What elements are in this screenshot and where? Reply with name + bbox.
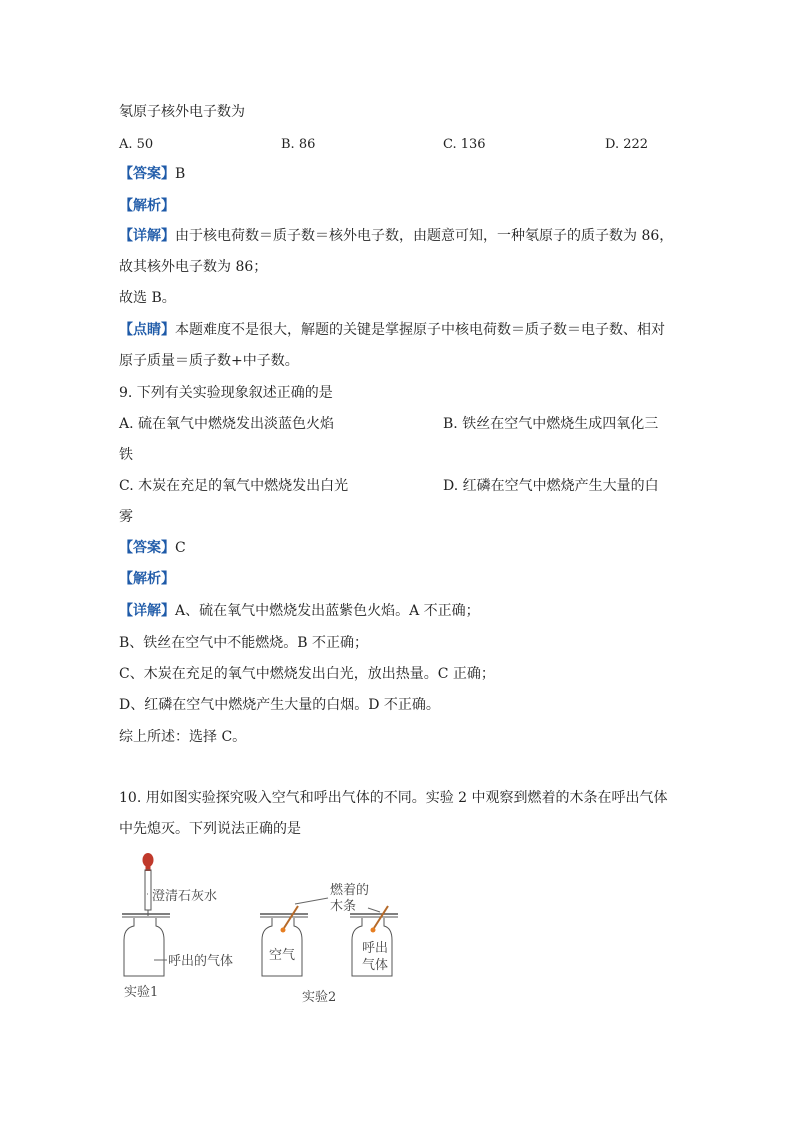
q9-option-d: D. 红磷在空气中燃烧产生大量的白 [443, 478, 659, 494]
q9-option-b-cont: 铁 [119, 447, 133, 463]
q8-answer-row [119, 164, 185, 184]
q10-stem-line1: 10. 用如图实验探究吸入空气和呼出气体的不同。实验 2 中观察到燃着的木条在呼出气体 [119, 790, 668, 806]
q8-analysis-tag [119, 196, 175, 216]
q8-option-d: D. 222 [605, 137, 649, 152]
q9-answer-row [119, 538, 186, 558]
label-burning-1: 燃着的 [330, 883, 370, 898]
detail-text: A、硫在氧气中燃烧发出蓝紫色火焰。A 不正确； [175, 603, 480, 619]
q9-stem: 9. 下列有关实验现象叙述正确的是 [119, 385, 333, 401]
bottle-1 [122, 914, 170, 976]
q8-detail-line1 [119, 226, 673, 246]
label-limewater: 澄清石灰水 [152, 889, 218, 904]
q9-detail-b: B、铁丝在空气中不能燃烧。B 不正确； [119, 635, 369, 651]
q10-figure [112, 848, 452, 1013]
q10-stem-line2: 中先熄灭。下列说法正确的是 [119, 821, 301, 837]
q8-tip-line2: 原子质量＝质子数+中子数。 [119, 353, 299, 369]
bottle-2-air [260, 906, 308, 976]
q9-detail-a [119, 601, 480, 621]
label-exp2: 实验2 [302, 990, 337, 1005]
label-exhaled-1: 呼出 [362, 941, 389, 956]
q9-conclusion: 综上所述：选择 C。 [119, 729, 247, 745]
tip-tag: 【点睛】 [119, 322, 175, 338]
label-exp1: 实验1 [124, 985, 159, 1000]
q8-option-c: C. 136 [443, 137, 486, 152]
answer-tag: 【答案】 [119, 540, 175, 556]
label-exhaled-gas: 呼出的气体 [168, 954, 234, 969]
label-burning-2: 木条 [330, 899, 357, 914]
q9-analysis-tag [119, 569, 175, 589]
answer-value: B [175, 166, 186, 182]
q9-option-a: A. 硫在氧气中燃烧发出淡蓝色火焰 [119, 416, 335, 432]
detail-tag: 【详解】 [119, 603, 175, 619]
label-air: 空气 [269, 948, 296, 963]
answer-tag: 【答案】 [119, 166, 175, 182]
q9-detail-d: D、红磷在空气中燃烧产生大量的白烟。D 不正确。 [119, 697, 440, 713]
leader-line-right [368, 908, 380, 912]
answer-value: C [175, 540, 186, 556]
detail-tag: 【详解】 [119, 228, 175, 244]
q8-tip-line1 [119, 320, 665, 340]
dropper-icon [143, 853, 154, 916]
q8-stem: 氡原子核外电子数为 [119, 104, 245, 120]
q8-option-a: A. 50 [119, 137, 154, 152]
q8-conclusion: 故选 B。 [119, 290, 176, 306]
q9-option-d-cont: 雾 [119, 509, 133, 525]
analysis-tag: 【解析】 [119, 571, 175, 587]
flame-icon [371, 928, 376, 933]
flame-icon [281, 928, 286, 933]
analysis-tag: 【解析】 [119, 198, 175, 214]
q9-option-b: B. 铁丝在空气中燃烧生成四氧化三 [443, 416, 659, 432]
leader-line-left [295, 898, 328, 904]
q8-detail-line2: 故其核外电子数为 86； [119, 259, 268, 275]
tip-text: 本题难度不是很大，解题的关键是掌握原子中核电荷数＝质子数＝电子数、相对 [175, 322, 665, 338]
q9-detail-c: C、木炭在充足的氧气中燃烧发出白光，放出热量。C 正确； [119, 666, 495, 682]
q8-option-b: B. 86 [281, 137, 316, 152]
detail-text: 由于核电荷数＝质子数＝核外电子数，由题意可知，一种氡原子的质子数为 86， [175, 228, 674, 244]
q9-option-c: C. 木炭在充足的氧气中燃烧发出白光 [119, 478, 349, 494]
label-exhaled-2: 气体 [362, 958, 389, 973]
